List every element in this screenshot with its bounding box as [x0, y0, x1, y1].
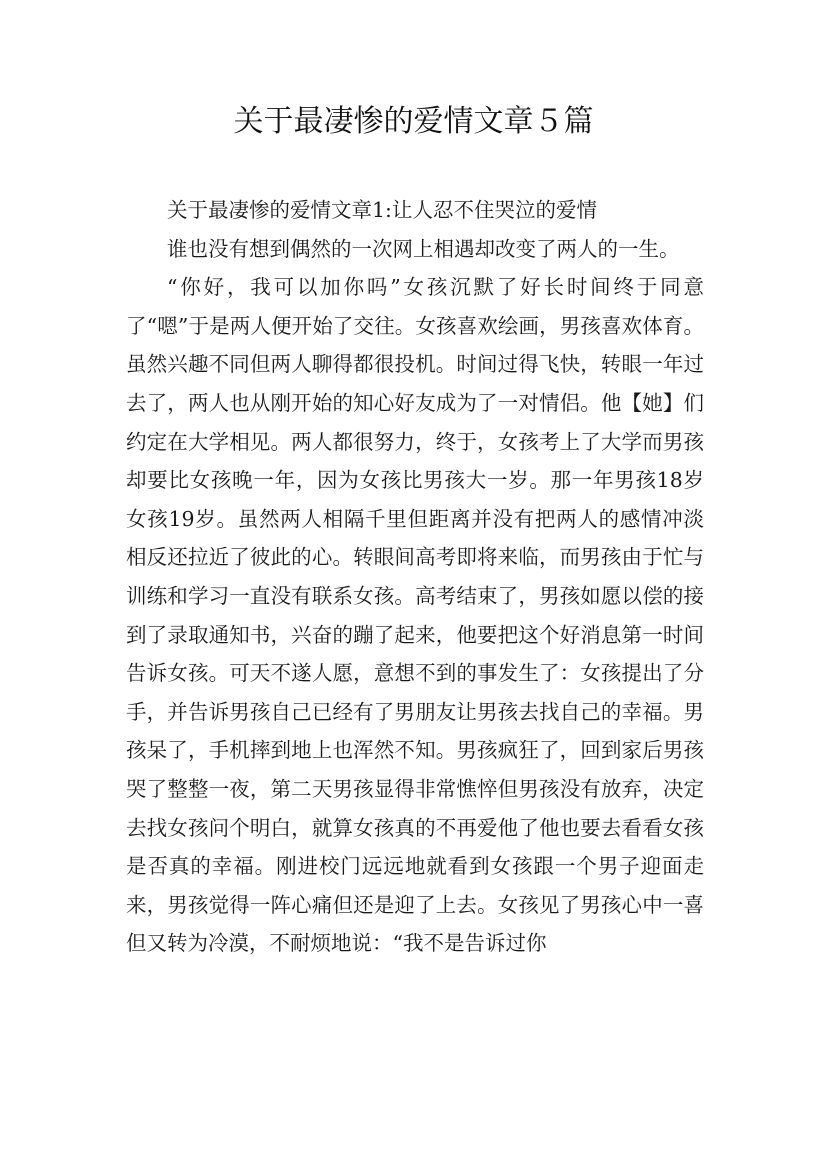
- paragraph: “你好，我可以加你吗”女孩沉默了好长时间终于同意了“嗯”于是两人便开始了交往。女孩喜欢绘画，男孩喜欢体育。虽然兴趣不同但两人聊得都很投机。时间过得飞快，转眼一年过去了，两人也从刚开始的知心好友成为了一对情侣。他【她】们约定在大学相见。两人都很努力，终于，女孩考上了大学而男孩却要比女孩晚一年，因为女孩比男孩大一岁。那一年男孩18岁女孩19岁。虽然两人相隔千里但距离并没有把两人的感情冲淡相反还拉近了彼此的心。转眼间高考即将来临，而男孩由于忙与训练和学习一直没有联系女孩。高考结束了，男孩如愿以偿的接到了录取通知书，兴奋的蹦了起来，他要把这个好消息第一时间告诉女孩。可天不遂人愿，意想不到的事发生了：女孩提出了分手，并告诉男孩自己已经有了男朋友让男孩去找自己的幸福。男孩呆了，手机摔到地上也浑然不知。男孩疯狂了，回到家后男孩哭了整整一夜，第二天男孩显得非常憔悴但男孩没有放弃，决定去找女孩问个明白，就算女孩真的不再爱他了他也要去看看女孩是否真的幸福。刚进校门远远地就看到女孩跟一个男子迎面走来，男孩觉得一阵心痛但还是迎了上去。女孩见了男孩心中一喜但又转为冷漠，不耐烦地说：“我不是告诉过你: [126, 275, 704, 956]
- document-body: [126, 191, 704, 963]
- document-title: 关于最凄惨的爱情文章５篇: [233, 104, 594, 139]
- paragraph: 谁也没有想到偶然的一次网上相遇却改变了两人的一生。: [167, 236, 680, 261]
- section-heading: 关于最凄惨的爱情文章1:让人忍不住哭泣的爱情: [167, 198, 597, 222]
